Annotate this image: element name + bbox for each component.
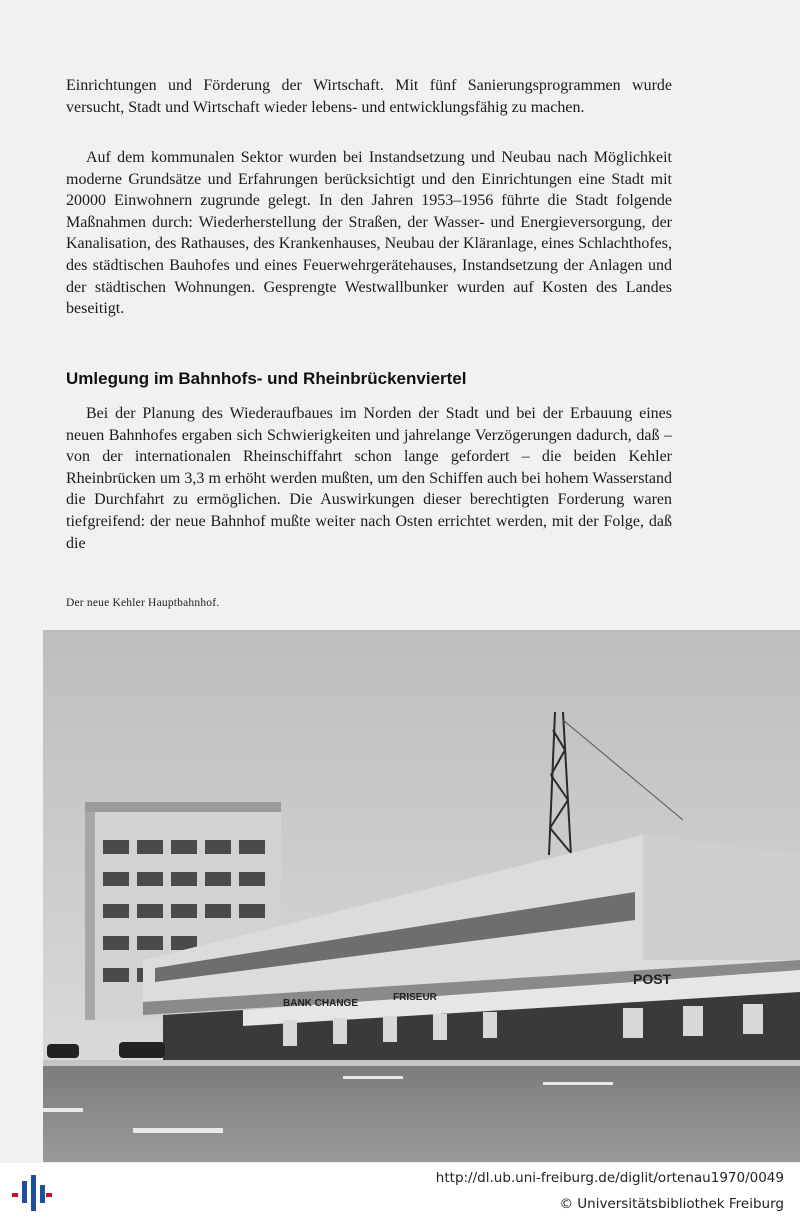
body-paragraph-2 [66,147,672,320]
street [43,1062,800,1162]
bank-sign: BANK CHANGE [283,998,358,1009]
paragraph-text: Auf dem kommunalen Sektor wurden bei Instandsetzung und Neubau nach Möglichkeit moderne Grundsätze und Erfahrungen berücksichtigt und den Einrichtungen eine Stadt mit 20000 Einwohnern zugrunde gelegt. In den Jahren 1953–1956 führte die Stadt folgende Maßnahmen durch: Wiederherstellung der Straßen, der Wasser- und Energieversorgung, der Kanalisation, des Rathauses, des Krankenhauses, Neubau der Kläranlage, eines Schlachthofes, des städtischen Bauhofes und eines Feuerwehrgerätehauses, Instandsetzung der Anlagen und der städtischen Wohnungen. Gesprengte Westwallbunker wurden auf Kosten des Landes beseitigt. [66,149,672,318]
paragraph-text: Einrichtungen und Förderung der Wirtschaft. Mit fünf Sanierungsprogrammen wurde versucht, Stadt und Wirtschaft wieder lebens- und entwicklungsfähig zu machen. [66,77,672,116]
footer-bar [0,1163,800,1220]
paragraph-text: Bei der Planung des Wiederaufbaues im Norden der Stadt und bei der Erbauung eines neuen Bahnhofes ergaben sich Schwierigkeiten und jahrelange Verzögerungen dadurch, daß – von der internationalen Rheinschiffahrt schon lange gefordert – die beiden Kehler Rheinbrücken um 3,3 m erhöht werden mußten, um den Schiffen auch bei hohem Wasserstand die Durchfahrt zu ermöglichen. Die Auswirkungen dieser berechtigten Forderung waren tiefgreifend: der neue Bahnhof mußte weiter nach Osten errichtet werden, mit der Folge, daß die [66,405,672,552]
friseur-sign: FRISEUR [393,992,437,1003]
footer-copyright: © Universitätsbibliothek Freiburg [559,1196,784,1212]
library-logo-icon [10,1169,54,1215]
body-paragraph-1 [66,75,672,118]
post-sign: POST [633,971,672,987]
photo-caption: Der neue Kehler Hauptbahnhof. [66,597,220,609]
footer-url-link[interactable]: http://dl.ub.uni-freiburg.de/diglit/ortenau1970/0049 [435,1170,784,1186]
body-paragraph-3 [66,403,672,554]
station-photo [43,630,800,1162]
section-heading: Umlegung im Bahnhofs- und Rheinbrückenviertel [66,369,467,388]
